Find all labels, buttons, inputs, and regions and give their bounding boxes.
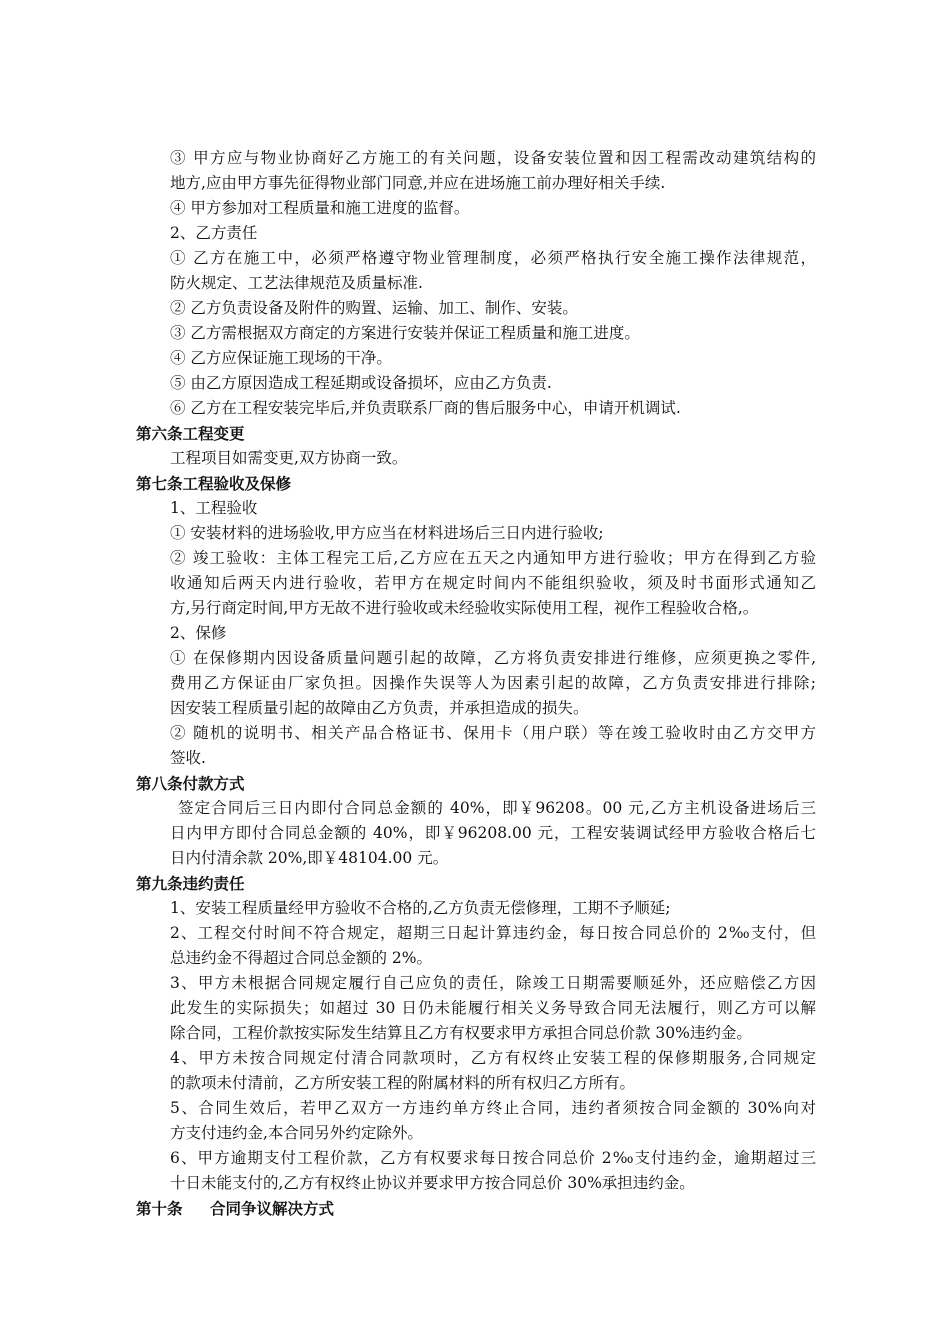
text-line: 方,另行商定时间,甲方无故不进行验收或未经验收实际使用工程，视作工程验收合格,。 bbox=[170, 599, 759, 617]
text-line: 2、工程交付时间不符合规定，超期三日起计算违约金，每日按合同总价的 2‰支付，但 bbox=[170, 924, 816, 942]
text-line: 4、甲方未按合同规定付清合同款项时，乙方有权终止安装工程的保修期服务,合同规定 bbox=[170, 1049, 816, 1067]
text-line: ④ 甲方参加对工程质量和施工进度的监督。 bbox=[170, 199, 470, 217]
text-line: 2、保修 bbox=[170, 624, 227, 642]
section-heading: 第八条付款方式 bbox=[136, 774, 245, 793]
text-line: 签收. bbox=[170, 749, 206, 767]
text-line: 2、乙方责任 bbox=[170, 224, 258, 242]
section-title: 合同争议解决方式 bbox=[210, 1199, 335, 1218]
text-line: ② 随机的说明书、相关产品合格证书、保用卡（用户联）等在竣工验收时由乙方交甲方 bbox=[170, 724, 816, 742]
text-line: 的款项未付清前，乙方所安装工程的附属材料的所有权归乙方所有。 bbox=[170, 1074, 636, 1092]
section-heading: 第九条违约责任 bbox=[136, 874, 245, 893]
contract-text bbox=[136, 146, 816, 1196]
text-line: 1、工程验收 bbox=[170, 499, 258, 517]
text-line: 签定合同后三日内即付合同总金额的 40%，即￥96208。00 元,乙方主机设备进场后三 bbox=[178, 799, 816, 817]
text-line: 总违约金不得超过合同总金额的 2%。 bbox=[170, 949, 433, 967]
text-line: 除合同，工程价款按实际发生结算且乙方有权要求甲方承担合同总价款 30%违约金。 bbox=[170, 1024, 752, 1042]
text-line: 因安装工程质量引起的故障由乙方负责，并承担造成的损失。 bbox=[170, 699, 589, 717]
text-line: ① 在保修期内因设备质量问题引起的故障，乙方将负责安排进行维修，应须更换之零件, bbox=[170, 649, 816, 667]
text-line: ③ 甲方应与物业协商好乙方施工的有关问题，设备安装位置和因工程需改动建筑结构的 bbox=[170, 149, 816, 167]
text-line: ② 乙方负责设备及附件的购置、运输、加工、制作、安装。 bbox=[170, 299, 578, 317]
text-line: 日内付清余款 20%,即￥48104.00 元。 bbox=[170, 849, 449, 867]
document-page bbox=[136, 146, 816, 1221]
section-heading-10 bbox=[136, 1196, 816, 1221]
text-line: 日内甲方即付合同总金额的 40%，即￥96208.00 元，工程安装调试经甲方验收合格后七 bbox=[170, 824, 816, 842]
text-line: ① 乙方在施工中，必须严格遵守物业管理制度，必须严格执行安全施工操作法律规范， bbox=[170, 249, 816, 267]
text-line: ② 竣工验收：主体工程完工后,乙方应在五天之内通知甲方进行验收；甲方在得到乙方验 bbox=[170, 549, 816, 567]
text-line: ③ 乙方需根据双方商定的方案进行安装并保证工程质量和施工进度。 bbox=[170, 324, 640, 342]
text-line: ⑥ 乙方在工程安装完毕后,并负责联系厂商的售后服务中心，申请开机调试. bbox=[170, 399, 681, 417]
text-line: 地方,应由甲方事先征得物业部门同意,并应在进场施工前办理好相关手续. bbox=[170, 174, 666, 192]
text-line: ① 安装材料的进场验收,甲方应当在材料进场后三日内进行验收; bbox=[170, 524, 604, 542]
text-line: 防火规定、工艺法律规范及质量标准. bbox=[170, 274, 423, 292]
section-heading: 第七条工程验收及保修 bbox=[136, 474, 292, 493]
text-line: 方支付违约金,本合同另外约定除外。 bbox=[170, 1124, 423, 1142]
text-line: 3、甲方未根据合同规定履行自己应负的责任，除竣工日期需要顺延外，还应赔偿乙方因 bbox=[170, 974, 816, 992]
text-line: 费用乙方保证由厂家负担。因操作失误等人为因素引起的故障，乙方负责安排进行排除; bbox=[170, 674, 816, 692]
text-line: 十日未能支付的,乙方有权终止协议并要求甲方按合同总价 30%承担违约金。 bbox=[170, 1174, 695, 1192]
text-line: 1、安装工程质量经甲方验收不合格的,乙方负责无偿修理，工期不予顺延; bbox=[170, 899, 671, 917]
section-heading: 第六条工程变更 bbox=[136, 424, 245, 443]
text-line: 此发生的实际损失；如超过 30 日仍未能履行相关义务导致合同无法履行，则乙方可以解 bbox=[170, 999, 816, 1017]
text-line: 5、合同生效后，若甲乙双方一方违约单方终止合同，违约者须按合同金额的 30%向对 bbox=[170, 1099, 816, 1117]
section-number: 第十条 bbox=[136, 1199, 183, 1218]
text-line: 收通知后两天内进行验收，若甲方在规定时间内不能组织验收，须及时书面形式通知乙 bbox=[170, 574, 816, 592]
text-line: ⑤ 由乙方原因造成工程延期或设备损坏，应由乙方负责. bbox=[170, 374, 552, 392]
text-line: 工程项目如需变更,双方协商一致。 bbox=[170, 449, 408, 467]
text-line: 6、甲方逾期支付工程价款，乙方有权要求每日按合同总价 2‰支付违约金，逾期超过三 bbox=[170, 1149, 816, 1167]
text-line: ④ 乙方应保证施工现场的干净。 bbox=[170, 349, 392, 367]
